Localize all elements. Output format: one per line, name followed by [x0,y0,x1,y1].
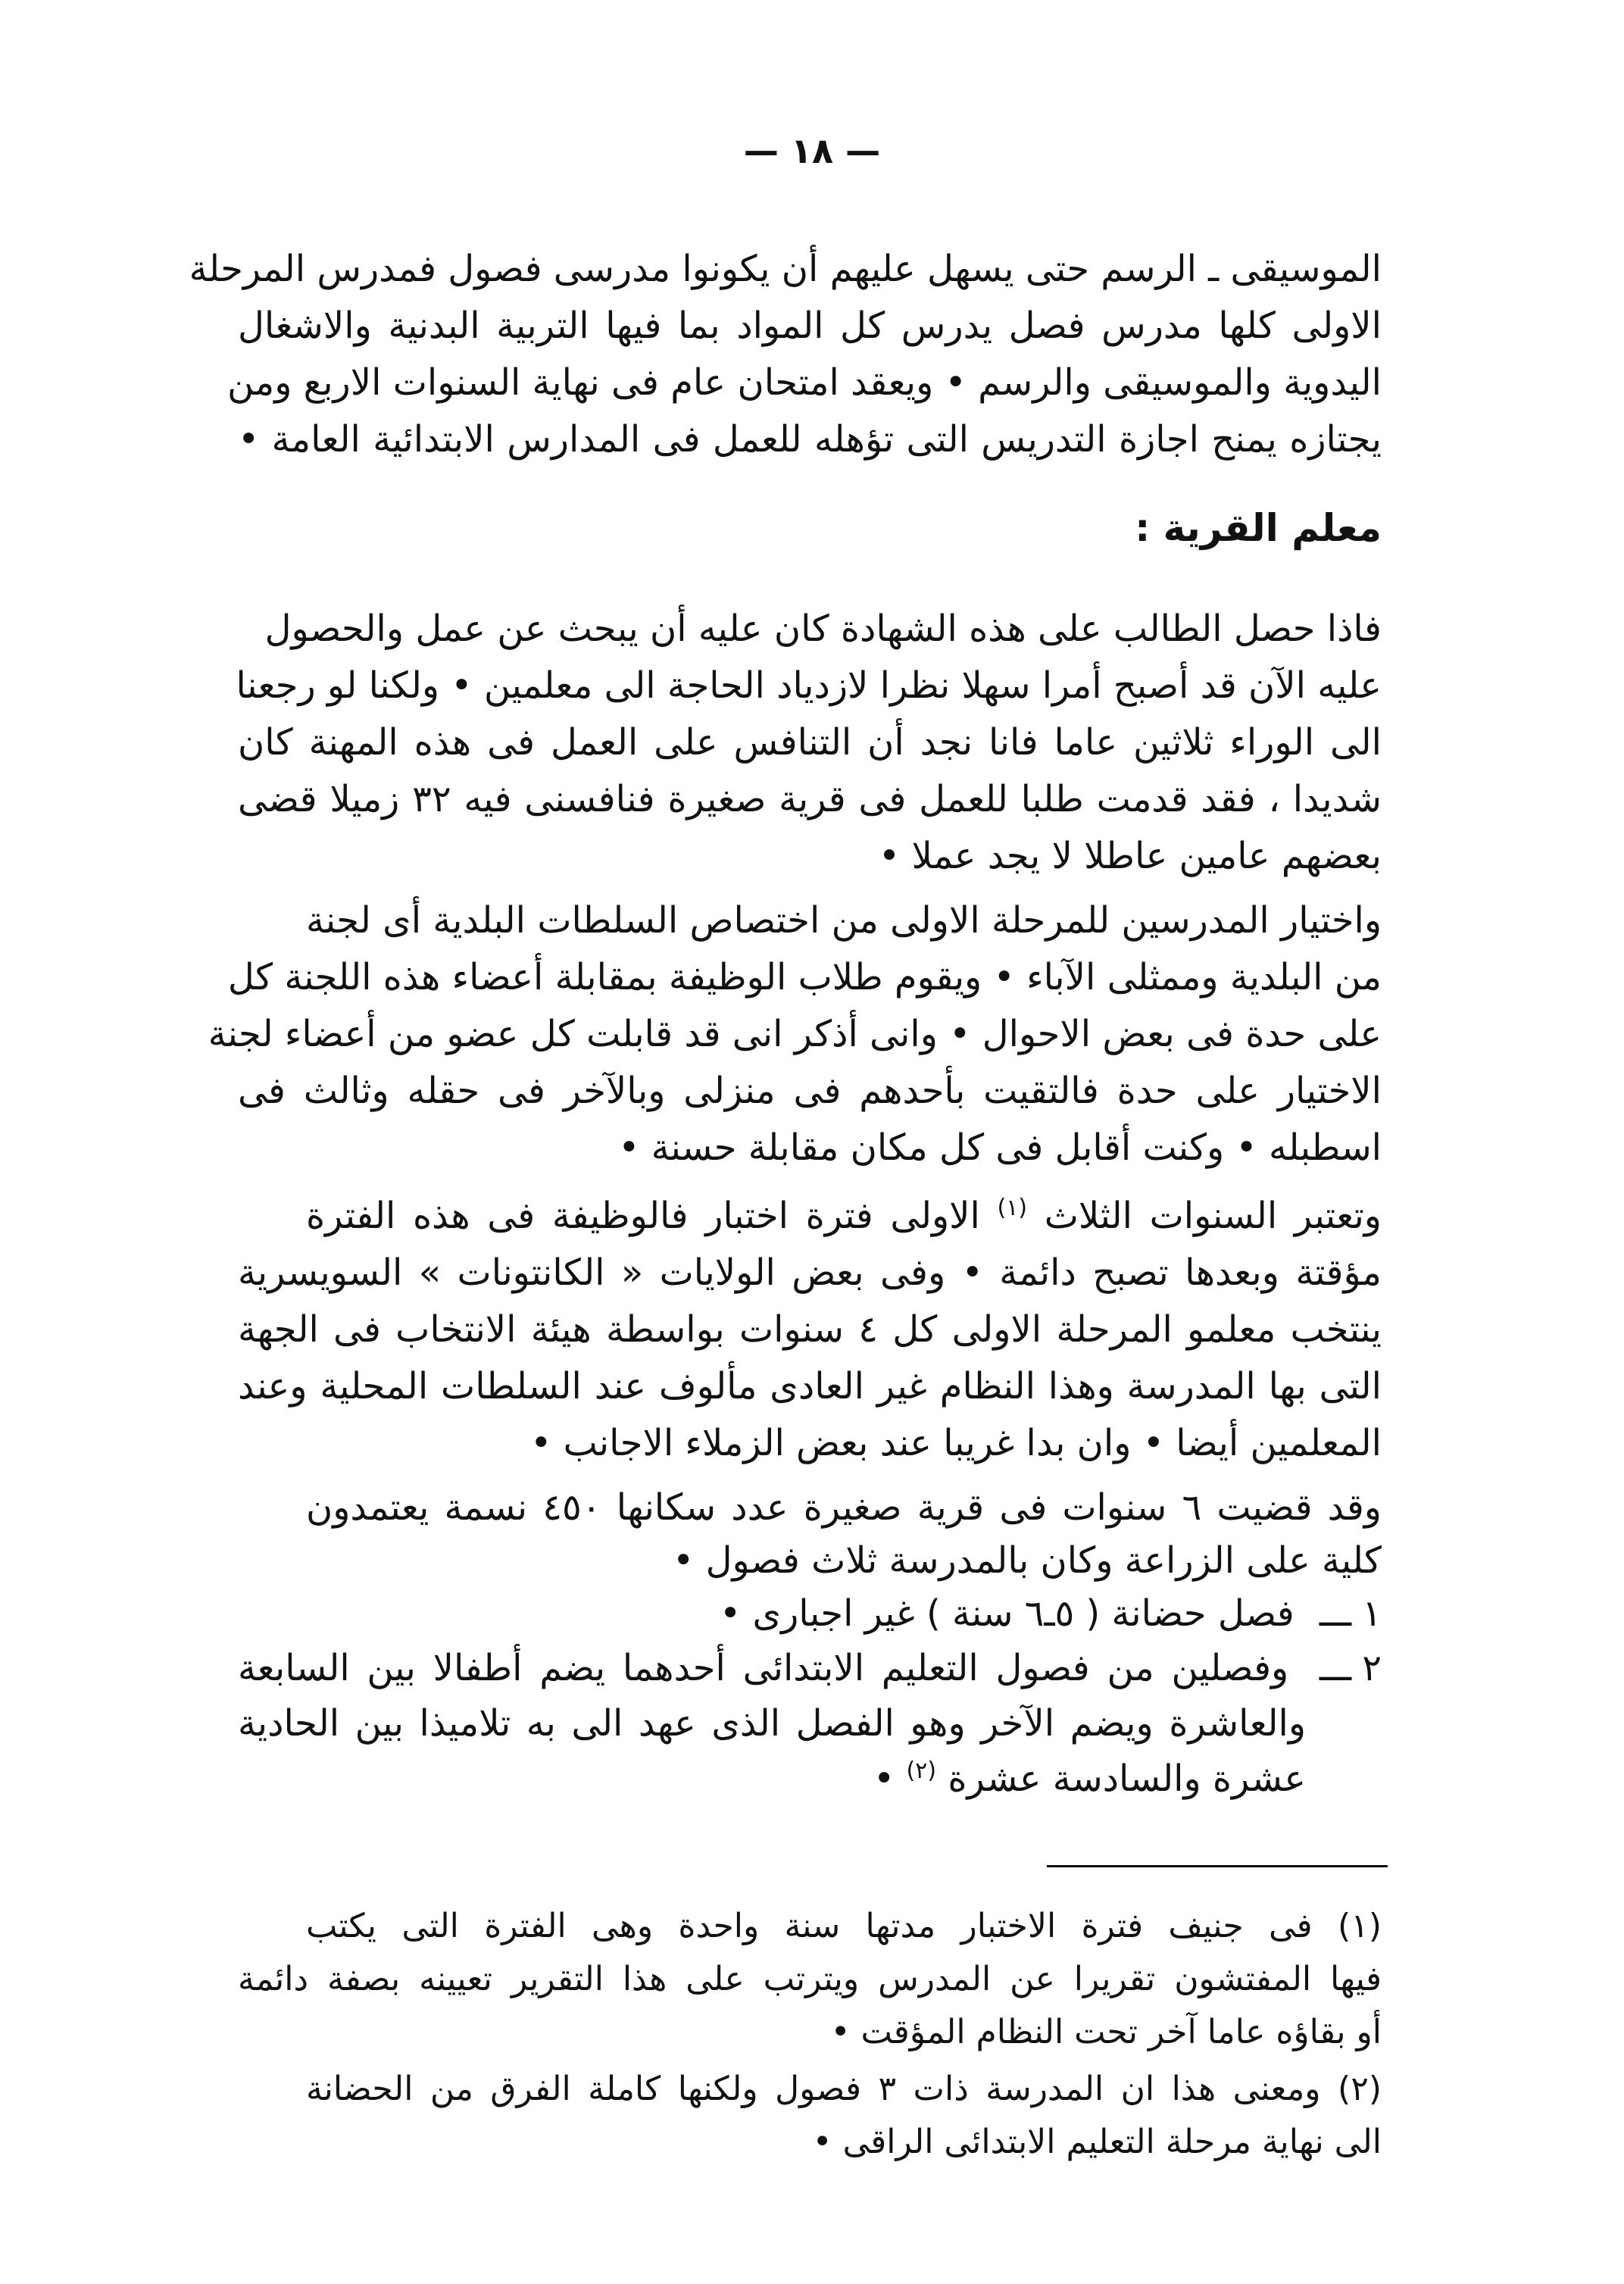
text-line: التى بها المدرسة وهذا النظام غير العادى مألوف عند السلطات المحلية وعند [238,1365,1382,1408]
list-number: ٢ [1362,1647,1382,1689]
text-line: الاختيار على حدة فالتقيت بأحدهم فى منزلى وبالآخر فى حقله وثالث فى [238,1070,1382,1112]
text-line: من البلدية وممثلى الآباء • ويقوم طلاب الوظيفة بمقابلة أعضاء هذه اللجنة كل [227,956,1382,998]
text-line: شديدا ، فقد قدمت طلبا للعمل فى قرية صغيرة فنافسنى فيه ٣٢ زميلا قضى [238,778,1382,820]
list-item [238,1645,1382,1691]
list-item-text: وفصلين من فصول التعليم الابتدائى أحدهما يضم أطفالا بين السابعة [238,1647,1289,1689]
text-line: اليدوية والموسيقى والرسم • ويعقد امتحان عام فى نهاية السنوات الاربع ومن [226,361,1382,404]
text-line: المعلمين أيضا • وان بدا غريبا عند بعض الزملاء الاجانب • [530,1422,1382,1464]
list-dash: ـــ [1319,1592,1351,1635]
footnote-line: (١) فى جنيف فترة الاختبار مدتها سنة واحدة وهى الفترة التى يكتب [306,1907,1382,1945]
text-line: يجتازه يمنح اجازة التدريس التى تؤهله للعمل فى المدارس الابتدائية العامة • [238,418,1382,461]
list-number: ١ [1362,1592,1382,1635]
text-line [306,1193,1382,1239]
text-line: الموسيقى ـ الرسم حتى يسهل عليهم أن يكونوا مدرسى فصول فمدرس المرحلة [189,248,1382,290]
text-line: اسطبله • وكنت أقابل فى كل مكان مقابلة حسنة • [618,1126,1382,1169]
footnote-ref-1: (١) [997,1195,1028,1221]
footnote-line: أو بقاؤه عاما آخر تحت النظام المؤقت • [830,2013,1382,2051]
text-line: على حدة فى بعض الاحوال • وانى أذكر انى قد قابلت كل عضو من أعضاء لجنة [208,1013,1382,1055]
text-line: واختيار المدرسين للمرحلة الاولى من اختصاص السلطات البلدية أى لجنة [306,899,1382,942]
text-line: الى الوراء ثلاثين عاما فانا نجد أن التنافس على العمل فى هذه المهنة كان [238,721,1382,764]
footnote-line: (٢) ومعنى هذا ان المدرسة ذات ٣ فصول ولكنها كاملة الفرق من الحضانة [306,2070,1382,2108]
footnote-separator [1047,1865,1388,1867]
text-line: الاولى كلها مدرس فصل يدرس كل المواد بما فيها التربية البدنية والاشغال [238,305,1382,347]
page-number: — ١٨ — [743,130,881,171]
text-line: عليه الآن قد أصبح أمرا سهلا نظرا لازدياد الحاجة الى معلمين • ولكنا لو رجعنا [236,664,1382,707]
text-line: كلية على الزراعة وكان بالمدرسة ثلاث فصول • [673,1539,1382,1582]
list-item-continuation [238,1756,1306,1801]
text-line: مؤقتة وبعدها تصبح دائمة • وفى بعض الولايات « الكانتونات » السويسرية [238,1251,1382,1294]
list-item-text: فصل حضانة ( ٥ـ٦ سنة ) غير اجبارى • [719,1592,1295,1635]
list-item-continuation: والعاشرة ويضم الآخر وهو الفصل الذى عهد الى به تلاميذا بين الحادية [238,1702,1306,1745]
section-heading: معلم القرية : [1135,506,1382,550]
text-line: وقد قضيت ٦ سنوات فى قرية صغيرة عدد سكانها ٤٥٠ نسمة يعتمدون [306,1486,1382,1529]
text-line: ينتخب معلمو المرحلة الاولى كل ٤ سنوات بواسطة هيئة الانتخاب فى الجهة [238,1308,1382,1351]
text-line: فاذا حصل الطالب على هذه الشهادة كان عليه أن يبحث عن عمل والحصول [264,608,1382,650]
text-fragment: وتعتبر السنوات الثلاث [1044,1195,1382,1237]
text-line: بعضهم عامين عاطلا لا يجد عملا • [878,835,1382,877]
footnote-line: فيها المفتشون تقريرا عن المدرس ويترتب على هذا التقرير تعيينه بصفة دائمة [238,1960,1382,1998]
footnote-line: الى نهاية مرحلة التعليم الابتدائى الراقى • [812,2123,1382,2161]
footnote-ref-2: (٢) [906,1758,937,1784]
list-dash: ـــ [1319,1647,1351,1689]
text-fragment: • [873,1758,895,1800]
text-fragment: الاولى فترة اختبار فالوظيفة فى هذه الفترة [306,1195,980,1237]
text-fragment: عشرة والسادسة عشرة [948,1758,1306,1800]
list-item [238,1591,1382,1636]
